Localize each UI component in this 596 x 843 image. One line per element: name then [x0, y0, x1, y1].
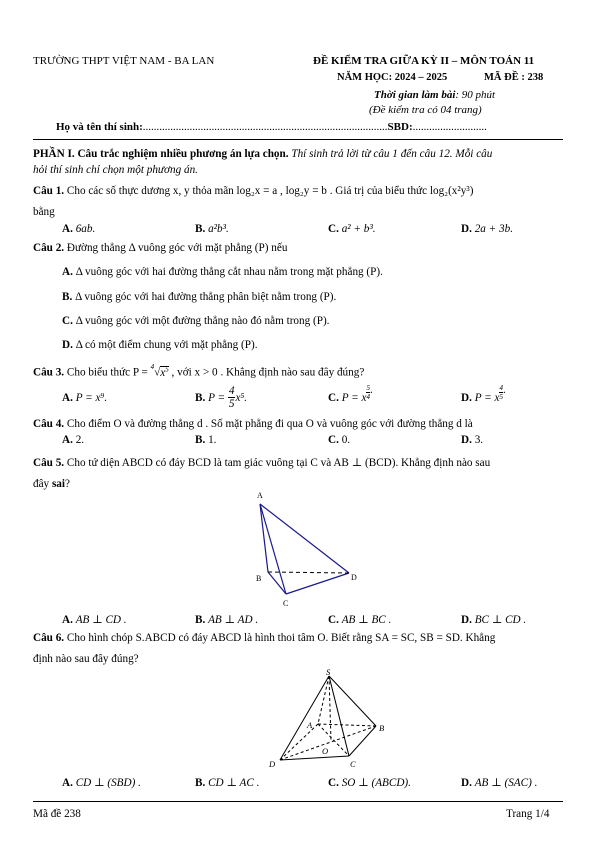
option-text: P = x⁹.	[75, 392, 108, 404]
exponent-numerator: 4	[499, 384, 503, 392]
q6-option-b[interactable]	[195, 776, 259, 789]
option-text: Δ có một điểm chung với mặt phẳng (P).	[75, 339, 258, 351]
q3-stem-pre: Cho biểu thức P =	[64, 366, 151, 379]
vertex-label-d: D	[269, 759, 276, 769]
q2-stem: Đường thẳng Δ vuông góc với mặt phẳng (P) nếu	[64, 242, 288, 254]
q6-cont: định nào sau đây đúng?	[33, 653, 139, 665]
fraction-numerator: 4	[228, 385, 235, 397]
q2-option-b[interactable]	[62, 291, 336, 303]
vertex-label-d: D	[351, 573, 357, 582]
option-text-pre: P =	[208, 392, 228, 404]
option-text: AB ⊥ AD .	[208, 614, 259, 626]
time-label: Thời gian làm bài	[374, 89, 456, 101]
option-letter: A.	[62, 434, 73, 446]
candidate-line	[56, 121, 487, 133]
edge-ad	[280, 724, 318, 760]
q4-stem: Cho điểm O và đường thẳng d . Số mặt phẳng đi qua O và vuông góc với đường thẳng d là	[64, 418, 473, 430]
q3-radical: $^4√x^5$	[150, 363, 169, 379]
option-text-pre: P = x	[474, 392, 500, 404]
edge-cd	[286, 573, 349, 594]
option-text: AB ⊥ BC .	[341, 614, 392, 626]
edge-cb	[349, 726, 376, 756]
q5-cont-pre: đây	[33, 478, 52, 490]
option-letter: C.	[328, 223, 339, 235]
school-year: NĂM HỌC: 2024 – 2025	[337, 72, 448, 83]
fraction-denominator: 5	[228, 398, 235, 410]
q6-option-d[interactable]	[461, 776, 537, 789]
edge-dc	[280, 756, 349, 760]
q2-option-a[interactable]	[62, 266, 383, 278]
edge-ab	[318, 724, 376, 726]
q6-text	[33, 632, 495, 644]
option-letter: B.	[195, 777, 206, 789]
option-text: Δ vuông góc với hai đường thẳng phân biệt nằm trong (P).	[75, 291, 337, 303]
option-letter: C.	[328, 434, 339, 446]
q3-text	[33, 365, 364, 379]
q1-option-b[interactable]	[195, 223, 229, 235]
q6-option-a[interactable]	[62, 776, 141, 789]
time-value: : 90 phút	[455, 89, 496, 101]
time-line	[374, 89, 495, 101]
q4-option-b[interactable]	[195, 434, 216, 446]
q3-option-c[interactable]: C. P = x $\frac{5}{4}$ .	[328, 384, 373, 404]
q1-option-d[interactable]	[461, 223, 513, 235]
option-text: 2.	[75, 434, 85, 446]
option-letter: C.	[328, 614, 339, 626]
option-letter: C.	[62, 315, 73, 327]
q5-option-b[interactable]	[195, 613, 258, 626]
edge-ab	[260, 504, 268, 572]
vertex-label-c: C	[350, 759, 356, 769]
option-text: a² + b³.	[341, 223, 376, 235]
q6-label: Câu 6.	[33, 632, 65, 644]
option-text: Δ vuông góc với một đường thẳng nào đó nằm trong (P).	[75, 315, 330, 327]
option-text: BC ⊥ CD .	[474, 614, 527, 626]
q5-text	[33, 456, 490, 469]
option-text: 0.	[341, 434, 351, 446]
q5-cont-bold: sai	[51, 478, 66, 490]
option-letter: D.	[461, 223, 472, 235]
q1-label: Câu 1.	[33, 185, 65, 197]
edge-sa	[318, 676, 329, 724]
tetrahedron-figure	[244, 488, 384, 613]
exponent-denominator: 5	[499, 393, 503, 401]
name-dots: .........................................................................................	[142, 121, 388, 133]
option-letter: A.	[62, 266, 73, 278]
q5-option-a[interactable]	[62, 613, 127, 626]
option-text: AB ⊥ (SAC) .	[474, 777, 538, 789]
option-text: a²b³.	[208, 223, 229, 235]
edge-sc	[329, 676, 349, 756]
footer-page: Trang 1/4	[506, 808, 550, 820]
q3-option-a[interactable]	[62, 392, 107, 404]
q4-label: Câu 4.	[33, 418, 65, 430]
exponent-numerator: 5	[366, 384, 370, 392]
q5-option-d[interactable]	[461, 613, 526, 626]
part1-heading	[33, 148, 492, 160]
option-letter: D.	[461, 777, 472, 789]
part1-instr-cont: hỏi thí sinh chỉ chọn một phương án.	[33, 164, 198, 176]
sbd-label: SBD:	[387, 121, 413, 133]
vertex-label-a: A	[307, 720, 313, 730]
option-letter: A.	[62, 392, 73, 404]
q6-stem: Cho hình chóp S.ABCD có đáy ABCD là hình thoi tâm O. Biết rằng SA = SC, SB = SD. Khẳng	[64, 632, 496, 644]
option-letter: A.	[62, 614, 73, 626]
option-text-post: x⁵.	[235, 392, 248, 404]
vertex-label-a: A	[257, 491, 263, 500]
tetrahedron-edges	[260, 504, 349, 594]
q5-label: Câu 5.	[33, 457, 65, 469]
school-name: TRƯỜNG THPT VIỆT NAM - BA LAN	[33, 55, 215, 67]
q1-option-c[interactable]	[328, 223, 376, 235]
q4-option-c[interactable]	[328, 434, 350, 446]
q3-option-b[interactable]	[195, 385, 247, 410]
option-letter: B.	[195, 392, 206, 404]
option-text: 1.	[208, 434, 217, 446]
edge-ac	[260, 504, 286, 594]
q2-option-d[interactable]	[62, 339, 258, 351]
q4-option-d[interactable]	[461, 434, 483, 446]
q4-text	[33, 418, 473, 430]
option-letter: D.	[62, 339, 73, 351]
option-letter: D.	[461, 392, 472, 404]
part1-instr: Thí sinh trả lời từ câu 1 đến câu 12. Mỗi câu	[288, 148, 493, 160]
q3-label: Câu 3.	[33, 366, 65, 379]
exponent-denominator: 4	[366, 393, 370, 401]
header-divider	[33, 139, 563, 140]
option-text: AB ⊥ CD .	[75, 614, 127, 626]
option-text: CD ⊥ (SBD) .	[75, 777, 141, 789]
option-text: CD ⊥ AC .	[208, 777, 260, 789]
part1-title: PHẦN I. Câu trắc nghiệm nhiều phương án lựa chọn.	[33, 148, 289, 160]
q2-label: Câu 2.	[33, 242, 65, 254]
option-letter: A.	[62, 777, 73, 789]
option-text-pre: P = x	[341, 392, 367, 404]
q6-option-c[interactable]	[328, 776, 411, 789]
option-letter: B.	[62, 291, 73, 303]
option-letter: D.	[461, 614, 472, 626]
option-letter: B.	[195, 223, 206, 235]
q5-cont	[33, 478, 70, 490]
option-text: 3.	[474, 434, 484, 446]
edge-ad	[260, 504, 349, 573]
name-label: Họ và tên thí sinh:	[56, 121, 143, 133]
q5-stem: Cho tứ diện ABCD có đáy BCD là tam giác vuông tại C và AB ⊥ (BCD). Khẳng định nào sau	[64, 457, 491, 469]
q1-stem: Cho các số thực dương x, y thỏa mãn log₂x = a , log₂y = b . Giá trị của biểu thức log₂(x²y³)	[64, 185, 474, 197]
exam-title: ĐỀ KIỂM TRA GIỮA KỲ II – MÔN TOÁN 11	[313, 55, 535, 67]
option-letter: C.	[328, 777, 339, 789]
vertex-label-s: S	[326, 668, 331, 677]
q3-stem-post: , với x > 0 . Khẳng định nào sau đây đúng?	[168, 366, 365, 379]
segment-so	[329, 676, 331, 741]
edge-sb	[329, 676, 376, 726]
option-text: 6ab.	[75, 223, 96, 235]
pages-note: (Đề kiểm tra có 04 trang)	[369, 104, 482, 116]
q1-text	[33, 185, 473, 197]
center-label-o: O	[322, 746, 329, 756]
exam-code: MÃ ĐỀ : 238	[484, 72, 544, 83]
option-letter: B.	[195, 614, 206, 626]
q5-cont-post: ?	[65, 478, 70, 490]
option-letter: B.	[195, 434, 206, 446]
footer-code: Mã đề 238	[33, 808, 81, 820]
footer-divider	[33, 801, 563, 802]
q2-option-c[interactable]	[62, 315, 329, 327]
option-text: SO ⊥ (ABCD).	[341, 777, 411, 789]
pyramid-figure	[258, 668, 388, 773]
option-letter: D.	[461, 434, 472, 446]
vertex-label-b: B	[256, 574, 262, 583]
q5-option-c[interactable]	[328, 613, 391, 626]
vertex-label-c: C	[283, 599, 289, 608]
option-letter: C.	[328, 392, 339, 404]
q1-option-a[interactable]	[62, 223, 95, 235]
sbd-dots: ...........................	[412, 121, 487, 133]
q3-option-d[interactable]: D. P = x $\frac{4}{5}$ .	[461, 384, 506, 404]
q4-option-a[interactable]	[62, 434, 84, 446]
vertex-label-b: B	[379, 723, 385, 733]
option-text: 2a + 3b.	[474, 223, 514, 235]
option-text: Δ vuông góc với hai đường thẳng cắt nhau nằm trong mặt phẳng (P).	[75, 266, 383, 278]
option-letter: A.	[62, 223, 73, 235]
q2-text	[33, 242, 287, 254]
q1-cont: bằng	[33, 206, 55, 218]
